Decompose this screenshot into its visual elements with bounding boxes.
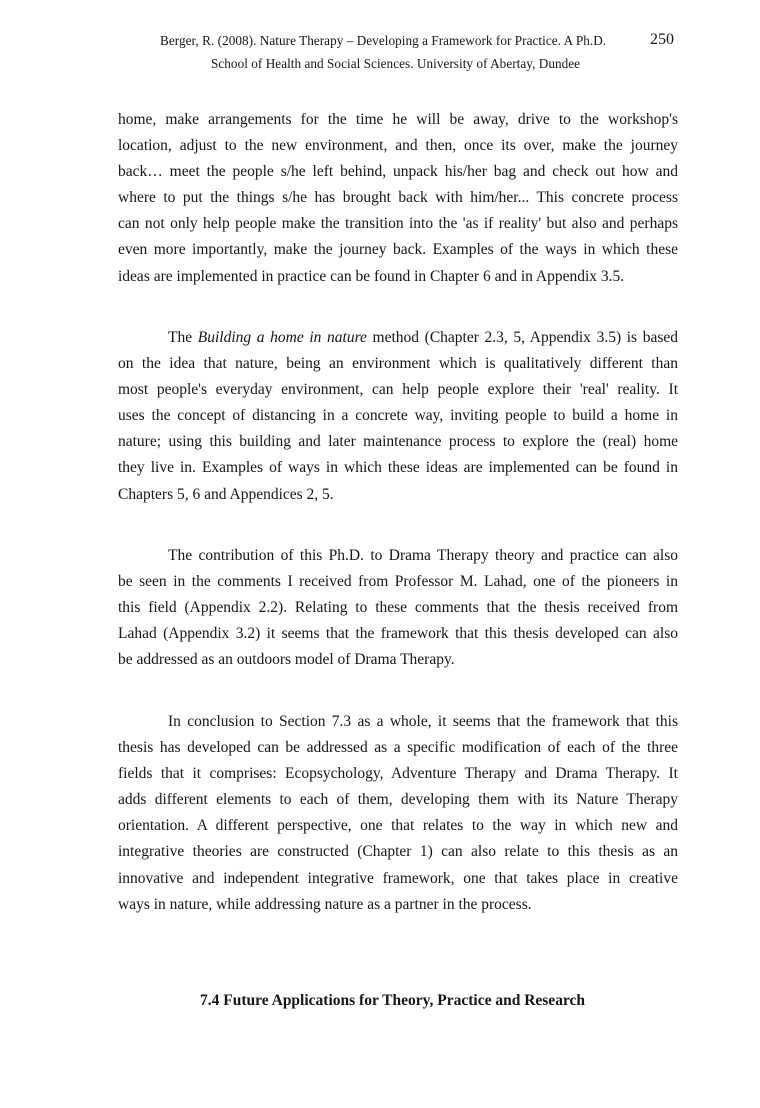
text-line: adds different elements to each of them, developing them with its Nature Therapy: [118, 791, 678, 809]
text-line-first: [118, 325, 678, 351]
paragraph-1: [118, 107, 678, 290]
text-line: uses the concept of distancing in a concrete way, inviting people to build a home in: [118, 407, 678, 425]
text-line: be addressed as an outdoors model of Drama Therapy.: [118, 651, 455, 669]
text-line: The contribution of this Ph.D. to Drama Therapy theory and practice can also: [168, 547, 678, 564]
text-line: back… meet the people s/he left behind, unpack his/her bag and check out how and: [118, 163, 678, 181]
text-line: location, adjust to the new environment, and then, once its over, make the journey: [118, 137, 678, 155]
paragraph-3: [118, 543, 678, 673]
text-line: they live in. Examples of ways in which these ideas are implemented can be found in: [118, 459, 678, 477]
text-line: most people's everyday environment, can help people explore their 'real' reality. It: [118, 381, 678, 399]
text-run: The: [168, 329, 198, 346]
text-line: integrative theories are constructed (Chapter 1) can also relate to this thesis as an: [118, 843, 678, 861]
text-line: innovative and independent integrative framework, one that takes place in creative: [118, 869, 678, 887]
text-line: can not only help people make the transition into the 'as if reality' but also and perhaps: [118, 215, 678, 233]
header-citation-line-1: Berger, R. (2008). Nature Therapy – Developing a Framework for Practice. A Ph.D.: [160, 33, 607, 48]
text-line: thesis has developed can be addressed as a specific modification of each of the three: [118, 739, 678, 757]
section-heading: 7.4 Future Applications for Theory, Practice and Research: [200, 992, 586, 1009]
method-title-italic: Building a home in nature: [197, 329, 367, 346]
page-number: 250: [650, 31, 674, 48]
text-line: on the idea that nature, being an environment which is qualitatively different than: [118, 355, 678, 373]
text-line: even more importantly, make the journey back. Examples of the ways in which these: [118, 241, 678, 259]
text-line: home, make arrangements for the time he will be away, drive to the workshop's: [118, 111, 678, 128]
text-line: Lahad (Appendix 3.2) it seems that the framework that this thesis developed can also: [118, 625, 678, 643]
text-line: ways in nature, while addressing nature as a partner in the process.: [118, 895, 532, 913]
text-line: Chapters 5, 6 and Appendices 2, 5.: [118, 485, 334, 503]
text-line: be seen in the comments I received from Professor M. Lahad, one of the pioneers in: [118, 573, 678, 591]
header-citation-line-2: School of Health and Social Sciences. University of Abertay, Dundee: [211, 56, 581, 71]
text-line: fields that it comprises: Ecopsychology, Adventure Therapy and Drama Therapy. It: [118, 765, 678, 783]
text-line: this field (Appendix 2.2). Relating to these comments that the thesis received from: [118, 599, 678, 617]
paragraph-2: [118, 325, 678, 508]
text-line: nature; using this building and later maintenance process to explore the (real) home: [118, 433, 678, 451]
text-line: In conclusion to Section 7.3 as a whole, it seems that the framework that this: [168, 713, 678, 730]
text-line: orientation. A different perspective, one that relates to the way in which new and: [118, 817, 678, 835]
text-line: where to put the things s/he has brought back with him/her... This concrete process: [118, 189, 678, 207]
text-run: method (Chapter 2.3, 5, Appendix 3.5) is based: [366, 329, 678, 346]
text-line: ideas are implemented in practice can be found in Chapter 6 and in Appendix 3.5.: [118, 267, 625, 285]
paragraph-4: [118, 709, 678, 918]
